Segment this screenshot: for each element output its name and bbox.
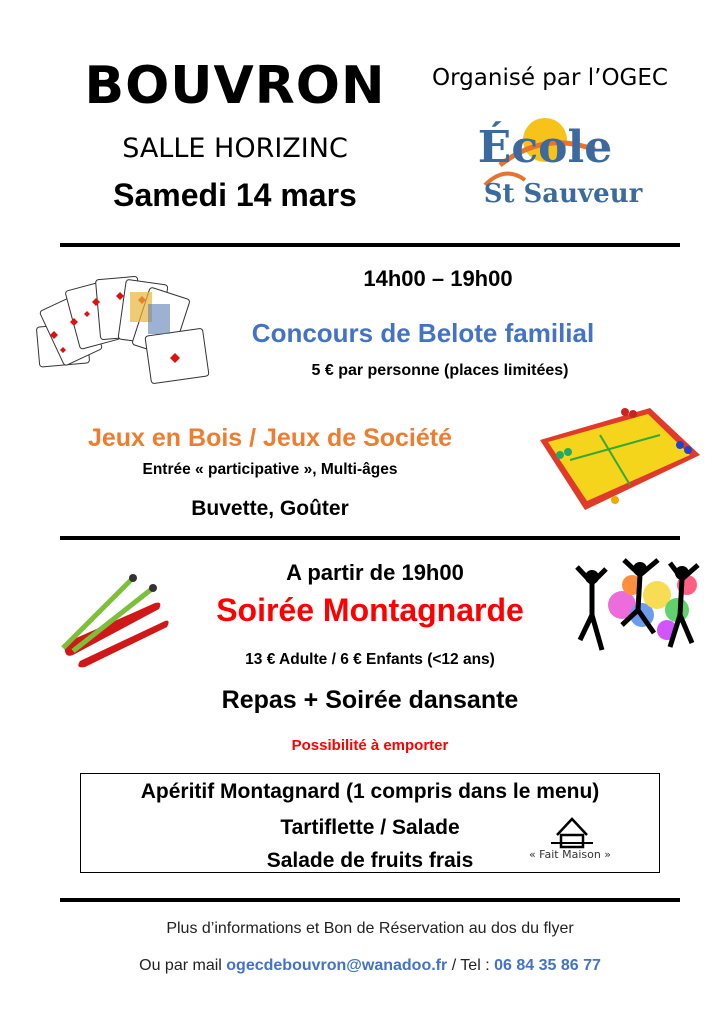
divider-top xyxy=(60,243,680,247)
takeaway-note: Possibilité à emporter xyxy=(291,737,449,754)
menu-item-aperitif: Apéritif Montagnard (1 compris dans le menu) xyxy=(140,780,600,803)
entry-info: Entrée « participative », Multi-âges xyxy=(142,461,398,478)
divider-bottom xyxy=(60,898,680,902)
info-line: Plus d’informations et Bon de Réservation au dos du flyer xyxy=(166,920,574,937)
contact-line xyxy=(40,957,700,975)
games-title: Jeux en Bois / Jeux de Société xyxy=(87,424,453,452)
menu-item-tartiflette: Tartiflette / Salade xyxy=(280,816,460,839)
tel-prefix: / Tel : xyxy=(451,957,490,974)
logo-text-ecole: École xyxy=(477,122,613,173)
contact-tel[interactable]: 06 84 35 86 77 xyxy=(494,957,601,974)
skis-icon xyxy=(55,563,175,668)
organizer-text: Organisé par l’OGEC xyxy=(432,65,668,91)
refreshments-info: Buvette, Goûter xyxy=(191,497,349,520)
town-title: BOUVRON xyxy=(84,56,386,116)
venue-name: SALLE HORIZINC xyxy=(122,133,348,164)
board-game-icon xyxy=(530,400,705,520)
evening-program: Repas + Soirée dansante xyxy=(221,686,519,714)
afternoon-time: 14h00 – 19h00 xyxy=(363,266,513,291)
evening-time: A partir de 19h00 xyxy=(286,560,464,585)
contact-prefix: Ou par mail xyxy=(139,957,222,974)
divider-middle xyxy=(60,536,680,540)
evening-title: Soirée Montagnarde xyxy=(216,592,524,628)
school-logo xyxy=(445,110,645,215)
dancers-icon xyxy=(562,555,707,660)
logo-text-sauveur: St Sauveur xyxy=(483,179,643,209)
belote-title: Concours de Belote familial xyxy=(251,318,595,348)
belote-price: 5 € par personne (places limitées) xyxy=(311,362,569,379)
contact-email[interactable]: ogecdebouvron@wanadoo.fr xyxy=(226,957,448,974)
evening-price: 13 € Adulte / 6 € Enfants (<12 ans) xyxy=(245,651,495,668)
homemade-badge: « Fait Maison » xyxy=(528,848,612,861)
menu-item-dessert: Salade de fruits frais xyxy=(266,849,474,872)
event-date: Samedi 14 mars xyxy=(113,177,357,213)
